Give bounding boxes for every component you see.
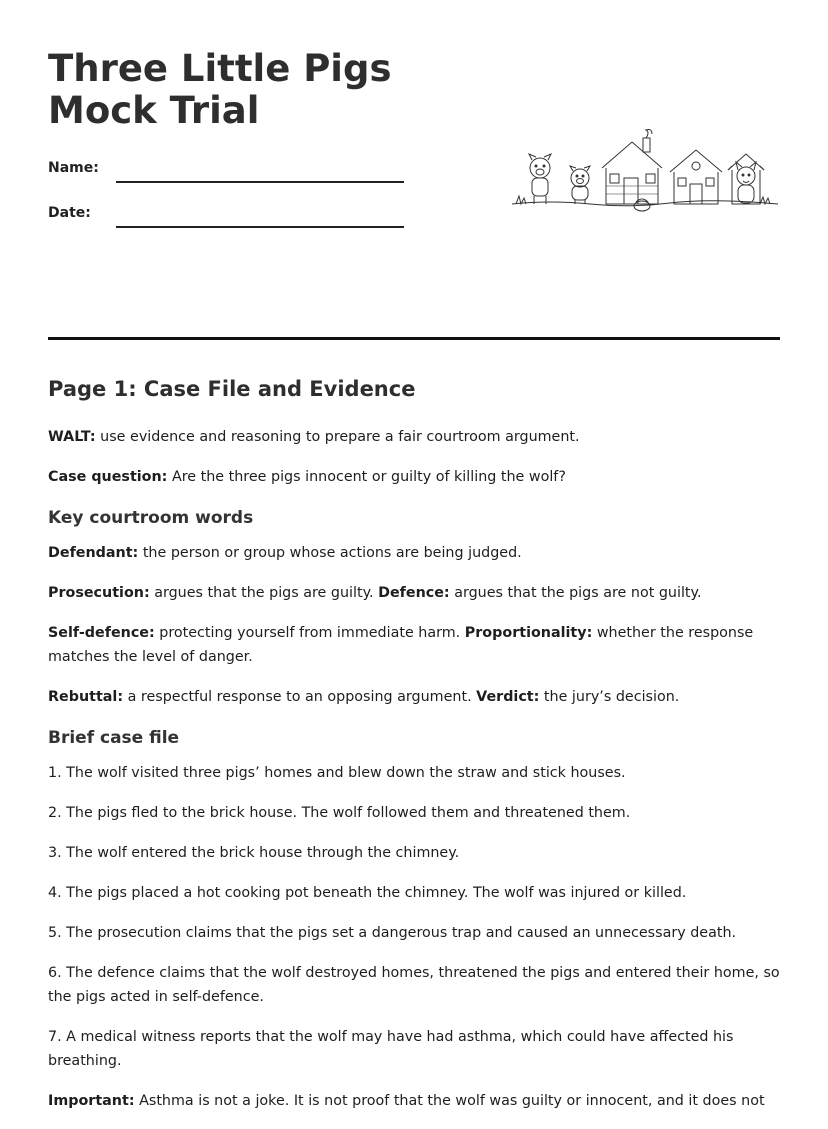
case-item: 7. A medical witness reports that the wolf may have had asthma, which could have affected his breathing. (48, 1029, 734, 1069)
definition-rebuttal-verdict (48, 685, 780, 709)
case-question-paragraph (48, 465, 780, 489)
term-text: the jury’s decision. (539, 689, 680, 705)
pig-icon (570, 166, 590, 204)
case-file-heading: Brief case file (48, 728, 180, 748)
name-label: Name: (48, 160, 99, 176)
important-label: Important: (48, 1093, 135, 1109)
key-words-heading: Key courtroom words (48, 508, 254, 528)
date-label: Date: (48, 205, 91, 221)
term-label: Verdict: (476, 689, 540, 705)
walt-label: WALT: (48, 429, 96, 445)
term-text: protecting yourself from immediate harm. (154, 625, 465, 641)
section-title: Page 1: Case File and Evidence (48, 377, 416, 401)
term-text: the person or group whose actions are being judged. (138, 545, 522, 561)
term-text: a respectful response to an opposing argument. (123, 689, 477, 705)
term-label: Self-defence: (48, 625, 155, 641)
main-content (48, 372, 780, 1129)
straw-house-icon (728, 154, 764, 204)
case-item: 2. The pigs fled to the brick house. The wolf followed them and threatened them. (48, 805, 631, 821)
term-label: Rebuttal: (48, 689, 124, 705)
walt-paragraph (48, 425, 780, 449)
definition-defendant (48, 541, 780, 565)
important-text: Asthma is not a joke. It is not proof that the wolf was guilty or innocent, and it does not (134, 1093, 765, 1109)
pigs-houses-illustration (510, 128, 780, 214)
case-item: 5. The prosecution claims that the pigs set a dangerous trap and caused an unnecessary death. (48, 925, 737, 941)
term-label: Defence: (378, 585, 450, 601)
case-item: 1. The wolf visited three pigs’ homes and blew down the straw and stick houses. (48, 765, 626, 781)
pig-icon (529, 154, 551, 204)
term-label: Prosecution: (48, 585, 150, 601)
definition-prosecution-defence (48, 581, 780, 605)
page-title: Three Little Pigs Mock Trial (48, 47, 392, 132)
header-divider (48, 337, 780, 340)
date-line[interactable] (116, 226, 404, 228)
important-note (48, 1089, 780, 1113)
case-question-label: Case question: (48, 469, 168, 485)
wolf-icon (736, 162, 756, 203)
case-item: 4. The pigs placed a hot cooking pot beneath the chimney. The wolf was injured or killed. (48, 885, 687, 901)
term-label: Proportionality: (464, 625, 593, 641)
term-text: argues that the pigs are not guilty. (449, 585, 702, 601)
case-item: 6. The defence claims that the wolf destroyed homes, threatened the pigs and entered their home, so the pigs acted in self-defence. (48, 965, 780, 1005)
case-question-text: Are the three pigs innocent or guilty of killing the wolf? (167, 469, 566, 485)
case-item: 3. The wolf entered the brick house through the chimney. (48, 845, 460, 861)
walt-text: use evidence and reasoning to prepare a fair courtroom argument. (95, 429, 580, 445)
term-text: argues that the pigs are guilty. (149, 585, 379, 601)
name-line[interactable] (116, 181, 404, 183)
term-text: whether the response matches the level of danger. (48, 625, 754, 665)
term-label: Defendant: (48, 545, 139, 561)
definition-selfdefence-proportionality (48, 621, 780, 669)
brick-house-icon (602, 130, 662, 205)
stick-house-icon (670, 150, 722, 204)
